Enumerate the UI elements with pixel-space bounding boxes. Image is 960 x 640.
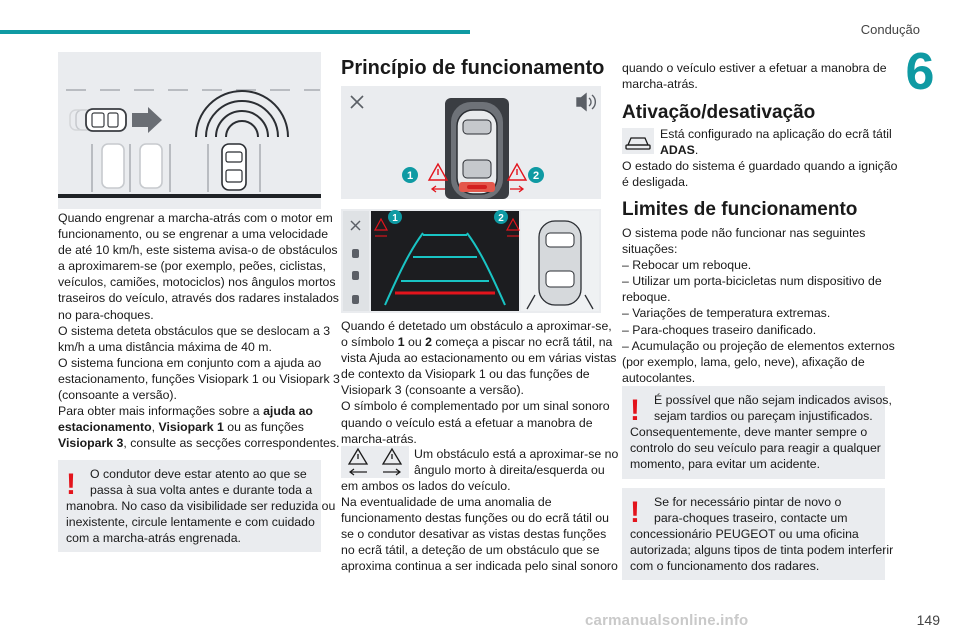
text-line: no para-choques. [58,307,154,322]
text-line: de contexto da Visiopark 1 ou das funções de [341,367,590,382]
warning-box-alerts [622,386,892,479]
text-line: no ecrã tátil, a deteção de um obstáculo que se [341,543,600,558]
limits-list [622,225,895,386]
text-line: Na eventualidade de uma anomalia de [341,495,552,510]
marker-2-label: 2 [498,213,504,224]
bold-term: ajuda ao [263,404,313,419]
text-line: Está configurado na aplicação do ecrã tátil [660,127,892,141]
text-line: O estado do sistema é guardado quando a ignição [622,159,898,173]
sensor-icon [352,271,359,280]
radar-waves-icon [196,91,288,137]
bold-term: 2 [425,335,432,350]
text-line: reboque. [622,290,671,305]
marker-1-label: 1 [406,170,414,182]
text-line: Consequentemente, deve manter sempre o [630,425,868,439]
sensor-icon [352,249,359,258]
text-line: O símbolo é complementado por um sinal sonoro [341,399,610,414]
blind-spot-left-warning-icon [429,164,447,192]
activation-state-paragraph [622,158,898,190]
page-number: 149 [916,612,940,628]
blind-spot-right-icon [383,449,401,475]
sensor-icon [352,295,359,304]
text-line: concessionário PEUGEOT ou uma oficina [630,527,859,541]
text-line: Se for necessário pintar de novo o [654,495,842,509]
text-line: vista Ajuda ao estacionamento ou em várias vistas [341,351,617,366]
text-line: sejam tardios ou pareçam injustificados. [654,409,873,423]
arrow-right-icon [132,107,162,133]
camera-view-drawing [341,209,601,313]
section-title-activation: Ativação/desativação [622,102,816,123]
text-line: É possível que não sejam indicados avisos, [654,393,892,407]
fallback-paragraph [341,478,618,575]
text-line: O condutor deve estar atento ao que se [90,467,307,481]
text-line: controlo do seu veículo para reagir a qualquer [630,441,881,455]
text-line: Quando é detetado um obstáculo a aproximar-se, [341,319,612,333]
text-line: se o condutor desativar as vistas destas funções [341,527,607,542]
continued-paragraph [622,60,887,92]
text-span: . [694,143,699,158]
watermark: carmanualsonline.info [585,612,749,629]
warning-box-paint [622,488,894,580]
description-paragraph [58,210,340,451]
text-line: Quando engrenar a marcha-atrás com o motor em [58,211,333,225]
bold-term: estacionamento [58,420,152,435]
text-line [58,435,340,451]
text-line: Um obstáculo está a aproximar-se no [414,447,619,461]
parking-aid-drawing [341,86,601,199]
bold-term: ADAS [660,143,695,158]
blind-spot-right-warning-icon [508,164,526,192]
text-line [660,142,890,158]
close-icon [351,96,363,108]
warning-exclamation-icon: ! [630,496,640,529]
text-span: ou [404,335,426,350]
blind-spot-icons-drawing [341,446,409,478]
camera-view-illustration [341,209,601,313]
text-line: traseiros do veículo, através dos radares instalados [58,291,339,306]
text-line: ângulo morto à direita/esquerda ou [414,463,605,478]
text-line: marcha-atrás. [622,77,698,92]
text-line: O sistema pode não funcionar nas seguintes [622,226,866,240]
text-span: , consulte as secções correspondentes. [123,436,340,451]
principle-paragraph [341,318,617,447]
text-line: funcionamento destas funções ou do ecrã tátil ou [341,511,609,526]
text-line: para-choques traseiro, contacte um [654,511,848,525]
text-line: a aproximarem-se (por exemplo, peões, ciclistas, [58,259,326,274]
text-line: quando o veículo está a efetuar a manobra de [341,415,593,430]
activation-paragraph [660,126,890,158]
warning-exclamation-icon: ! [66,468,76,501]
text-line: estacionamento, funções Visiopark 1 ou Visiopark 3 [58,371,340,386]
bold-term: 1 [397,335,405,350]
text-line: quando o veículo estiver a efetuar a manobra de [622,61,887,75]
text-line: (consoante a versão). [58,388,177,403]
marker-1-label: 1 [392,213,398,224]
text-line: autocolantes. [622,370,696,385]
text-line: autorizada; alguns tipos de tinta podem interferir [630,543,894,557]
text-line: O sistema funciona em conjunto com a ajuda ao [58,355,322,370]
list-item: – Rebocar um reboque. [622,258,752,273]
text-span: o símbolo [341,335,398,350]
list-item: – Utilizar um porta-bicicletas num dispositivo de [622,274,882,289]
text-span: ou as funções [223,420,304,435]
parking-scene-drawing [58,52,321,209]
text-line: com a marcha-atrás engrenada. [66,531,241,545]
section-title-limits: Limites de funcionamento [622,199,858,220]
section-name: Condução [860,22,920,37]
warning-exclamation-icon: ! [630,394,640,427]
text-line [58,403,328,419]
marker-2-label: 2 [532,170,540,182]
text-line: de até 10 km/h, este sistema avisa-o de obstáculos [58,243,338,258]
text-span: , [151,420,159,435]
text-line: O sistema deteta obstáculos que se deslocam a 3 [58,323,331,338]
text-line: passa à sua volta antes e durante toda a [90,483,313,497]
text-line: situações: [622,242,678,257]
bold-term: Visiopark 3 [58,436,124,451]
text-line: Visiopark 3 (consoante a versão). [341,383,524,398]
warning-box [58,460,336,552]
blind-spot-left-icon [349,449,367,475]
list-item: – Acumulação ou projeção de elementos externos [622,338,895,353]
bold-term: Visiopark 1 [158,420,224,435]
list-item: – Variações de temperatura extremas. [622,306,831,321]
text-line: inexistente, circule lentamente e com cuidado [66,515,315,529]
text-line [58,419,328,435]
section-title-principle: Princípio de funcionamento [341,57,605,79]
sound-icon [577,94,595,110]
list-item: – Para-choques traseiro danificado. [622,322,817,337]
text-line: manobra. No caso da visibilidade ser reduzida ou [66,499,336,513]
text-line: funcionamento, ou se engrenar a uma velocidade [58,227,329,242]
chapter-number: 6 [905,43,935,101]
adas-car-icon [622,128,654,154]
text-line: momento, para evitar um acidente. [630,457,821,471]
car-icon [622,128,654,154]
blind-spot-illustration [58,52,321,209]
parking-aid-screen-illustration [341,86,601,199]
text-line: veículos, camiões, motociclos) nos ângulos mortos [58,275,336,290]
text-line: em ambos os lados do veículo. [341,479,511,493]
icon-description [414,446,619,478]
text-span: Para obter mais informações sobre a [58,404,260,419]
text-span: começa a piscar no ecrã tátil, na [431,335,613,350]
text-line: é desligada. [622,175,689,190]
text-line: km/h a uma distância máxima de 40 m. [58,339,272,354]
text-line: aproxima continua a ser indicada pelo sinal sonoro [341,559,618,574]
text-line: marcha-atrás. [341,431,417,446]
approaching-car-icon [70,109,126,131]
text-line: com o funcionamento dos radares. [630,559,820,573]
blind-spot-icons [341,446,409,478]
header-accent-bar [0,30,470,34]
text-line: (por exemplo, lama, gelo, neve), afixação de [622,354,865,369]
text-line [341,334,613,350]
